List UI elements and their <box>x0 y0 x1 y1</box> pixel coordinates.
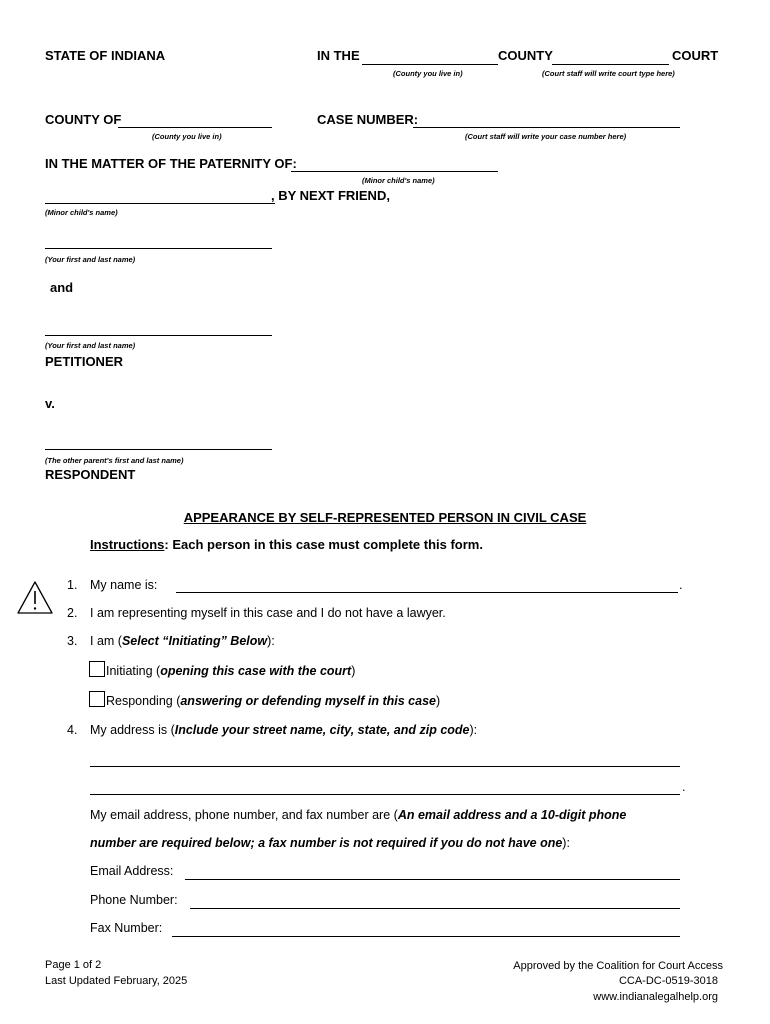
case-number-label: CASE NUMBER: <box>317 112 419 127</box>
paternity-matter-label: IN THE MATTER OF THE PATERNITY OF: <box>45 156 297 171</box>
petitioner-name-hint-2: (Your first and last name) <box>45 341 136 350</box>
court-type-line[interactable] <box>552 64 669 65</box>
address-line-1[interactable] <box>90 766 680 767</box>
phone-label: Phone Number: <box>90 893 178 907</box>
item1-period: . <box>679 578 683 592</box>
item4-text: My address is (Include your street name, city, state, and zip code): <box>90 723 478 737</box>
minor-child-line-2[interactable] <box>45 203 275 204</box>
form-code: CCA-DC-0519-3018 <box>618 975 718 987</box>
contact-instructions-2: number are required below; a fax number is not required if you do not have one): <box>90 836 570 850</box>
petitioner-label: PETITIONER <box>45 354 124 369</box>
item2-number: 2. <box>67 606 78 620</box>
petitioner-name-line-1[interactable] <box>45 248 272 249</box>
minor-child-line-1[interactable] <box>291 171 498 172</box>
email-label: Email Address: <box>90 864 174 878</box>
court-label: COURT <box>672 48 719 63</box>
page-number: Page 1 of 2 <box>45 959 102 971</box>
case-number-hint: (Court staff will write your case number here) <box>465 132 627 141</box>
county-name-line[interactable] <box>362 64 498 65</box>
respondent-name-hint: (The other parent's first and last name) <box>45 456 184 465</box>
approved-by: Approved by the Coalition for Court Access <box>513 960 723 972</box>
phone-field-line[interactable] <box>190 908 680 909</box>
instructions-text: : Each person in this case must complete this form. <box>164 537 483 552</box>
respondent-name-line[interactable] <box>45 449 272 450</box>
initiating-checkbox[interactable] <box>89 661 105 677</box>
form-title: APPEARANCE BY SELF-REPRESENTED PERSON IN CIVIL CASE <box>183 510 587 525</box>
last-updated: Last Updated February, 2025 <box>45 975 188 987</box>
state-label: STATE OF INDIANA <box>45 48 166 63</box>
website: www.indianalegalhelp.org <box>593 991 718 1003</box>
petitioner-name-hint-1: (Your first and last name) <box>45 255 136 264</box>
county-label: COUNTY <box>498 48 553 63</box>
in-the-label: IN THE <box>317 48 360 63</box>
versus-label: v. <box>45 396 55 411</box>
item1-number: 1. <box>67 578 78 592</box>
instructions-label: Instructions <box>90 537 165 552</box>
and-label: and <box>50 280 74 295</box>
fax-field-line[interactable] <box>172 936 680 937</box>
name-field-line[interactable] <box>176 592 678 593</box>
case-number-line[interactable] <box>413 127 680 128</box>
fax-label: Fax Number: <box>90 921 163 935</box>
petitioner-name-line-2[interactable] <box>45 335 272 336</box>
county-hint: (County you live in) <box>393 69 463 78</box>
item3-number: 3. <box>67 634 78 648</box>
responding-checkbox[interactable] <box>89 691 105 707</box>
minor-child-hint-2: (Minor child's name) <box>45 208 118 217</box>
county-of-label: COUNTY OF <box>45 112 122 127</box>
address-line-2[interactable] <box>90 794 680 795</box>
contact-instructions-1: My email address, phone number, and fax number are (An email address and a 10-digit phone <box>90 808 627 822</box>
item4-number: 4. <box>67 723 78 737</box>
county-of-hint: (County you live in) <box>152 132 222 141</box>
minor-child-hint-1: (Minor child's name) <box>362 176 435 185</box>
email-field-line[interactable] <box>185 879 680 880</box>
item1-label: My name is: <box>90 578 158 592</box>
initiating-label: Initiating (opening this case with the court) <box>106 664 356 678</box>
by-next-friend-label: , BY NEXT FRIEND, <box>271 188 390 203</box>
item3-text: I am (Select “Initiating” Below): <box>90 634 275 648</box>
court-type-hint: (Court staff will write court type here) <box>542 69 675 78</box>
address-period: . <box>682 780 686 794</box>
item2-text: I am representing myself in this case and I do not have a lawyer. <box>90 606 446 620</box>
county-of-line[interactable] <box>118 127 272 128</box>
instructions <box>90 537 483 552</box>
respondent-label: RESPONDENT <box>45 467 136 482</box>
responding-label: Responding (answering or defending myself in this case) <box>106 694 441 708</box>
warning-icon <box>16 580 54 616</box>
